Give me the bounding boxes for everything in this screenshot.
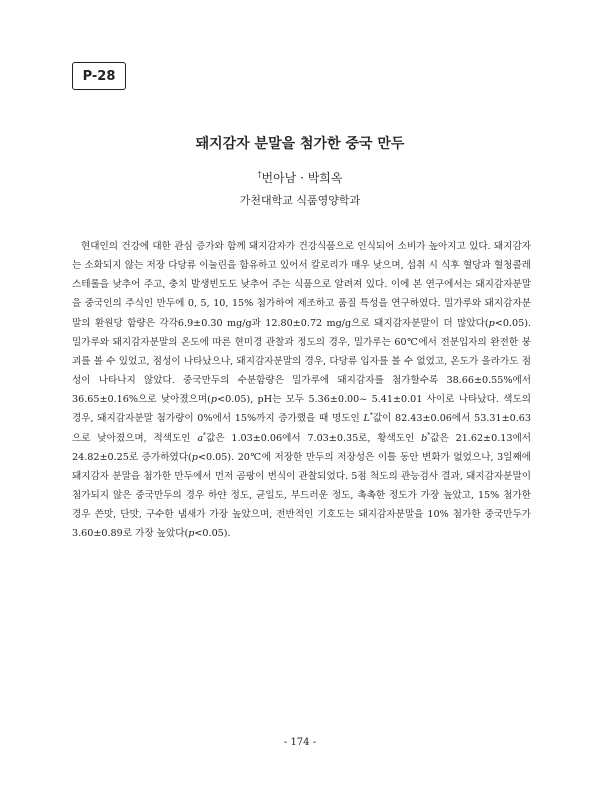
star-superscript: * <box>203 431 207 439</box>
abstract-text: <0.05), pH는 모두 5.36±0.00~ 5.41±0.01 사이로 나타났다. 색도의 경우, 돼지감자분말 첨가량이 0%에서 15%까지 증가했을 때 명도인 <box>72 394 531 425</box>
abstract-text: <0.05). 20℃에 저장한 만두의 저장성은 이틀 동안 변화가 없었으나, 3일째에 돼지감자 분말을 첨가한 만두에서 먼저 곰팡이 번식이 관찰되었다. 5점 척도의 관능검사 결과, 돼지감자분말이 첨가되지 않은 중국만두의 경우 하얀 정도, 균일도, 부드러운 정도, 촉촉한 정도가 가장 높았고, 15% 첨가한 경우 쓴맛, 단맛, 구수한 냄새가 가장 높았으며, 전반적인 기호도는 돼지감자분말을 10% 첨가한 중국만두가 3.60±0.89로 가장 높았다( <box>72 451 532 540</box>
corresponding-author-mark: † <box>257 170 262 179</box>
author-line <box>0 169 600 186</box>
abstract-text: 값이 82.43±0.06에서 53.31±0.63으로 낮아졌으며, 적색도인 <box>72 413 531 444</box>
page-number: - 174 - <box>283 737 317 748</box>
p-value-symbol: p <box>488 317 495 329</box>
abstract-text: <0.05). <box>194 528 231 540</box>
abstract-text: 현대인의 건강에 대한 관심 증가와 함께 돼지감자가 건강식품으로 인식되어 소비가 높아지고 있다. 돼지감자는 소화되지 않는 저장 다당류 이눌린을 함유하고 있어서 칼로리가 매우 낮으며, 섭취 시 식후 혈당과 혈청콜레스테롤을 낮추어 주고, 충치 발생빈도도 낮추어 주는 식품으로 알려져 있다. 이에 본 연구에서는 돼지감자분말을 중국인의 주식인 만두에 0, 5, 10, 15% 첨가하여 제조하고 품질 특성을 연구하였다. 밀가루와 돼지감자분말의 환원당 함량은 각각6.9±0.30 mg/g과 12.80±0.72 mg/g으로 돼지감자분말이 더 많았다( <box>72 241 531 329</box>
paper-title: 돼지감자 분말을 첨가한 중국 만두 <box>195 136 405 152</box>
star-superscript: * <box>427 431 431 439</box>
abstract-text: 값은 21.62±0.13에서 24.82±0.25로 증가하였다( <box>72 432 531 463</box>
abstract-body <box>72 237 531 544</box>
p-value-symbol: p <box>188 528 195 540</box>
poster-number-badge: P-28 <box>72 62 126 90</box>
author-names: 번아남 · 박희옥 <box>261 171 343 185</box>
affiliation: 가천대학교 식품영양학과 <box>239 194 361 207</box>
redness-symbol: a <box>197 432 204 444</box>
yellowness-symbol: b <box>421 432 428 444</box>
abstract-text: 값은 1.03±0.06에서 7.03±0.35로, 황색도인 <box>206 432 422 444</box>
p-value-symbol: p <box>210 394 218 406</box>
abstract-text: <0.05). 밀가루와 돼지감자분말의 온도에 따른 현미경 관찰과 정도의 경우, 밀가루는 60℃에서 전분입자의 완전한 붕괴를 볼 수 있었고, 점성이 나타났으나, 돼지감자분말의 경우, 다당류 입자를 볼 수 없었고, 온도가 올라가도 점성이 나타나지 않았다. 중국만두의 수분함량은 밀가루에 돼지감자를 첨가할수록 38.66±0.55%에서 36.65±0.16%으로 낮아졌으며( <box>72 317 531 406</box>
p-value-symbol: p <box>191 451 198 463</box>
lightness-symbol: L <box>363 413 370 425</box>
star-superscript: * <box>369 412 373 420</box>
